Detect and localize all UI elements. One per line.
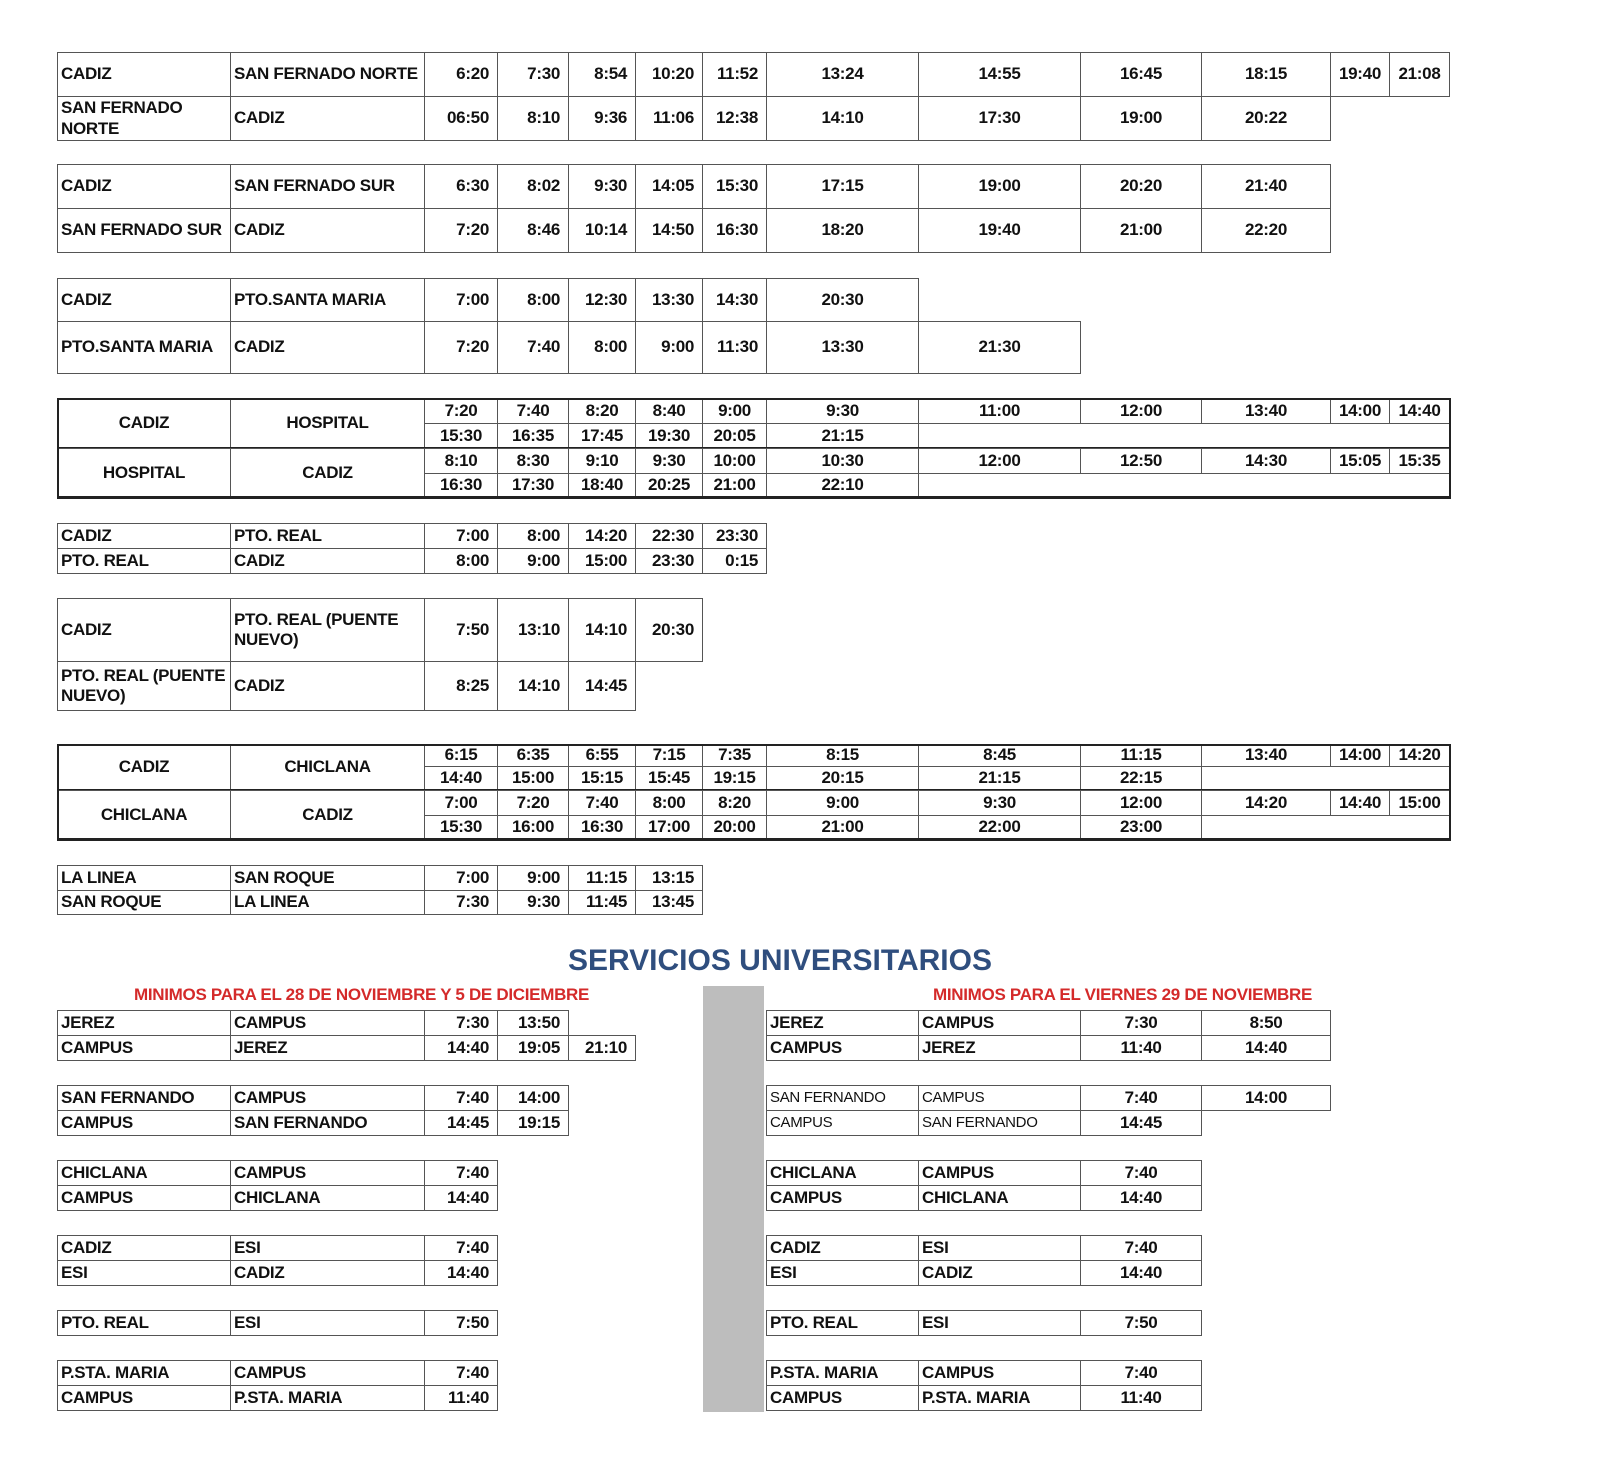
departure-time: 14:00: [1330, 398, 1390, 424]
departure-time: 7:40: [1080, 1160, 1202, 1186]
route-destination: ESI: [918, 1235, 1081, 1261]
departure-time: 18:40: [568, 473, 636, 498]
departure-time: 14:45: [568, 661, 636, 711]
departure-time: 18:20: [766, 208, 919, 253]
departure-time: 06:50: [424, 96, 498, 141]
departure-time: 15:00: [1389, 790, 1450, 816]
departure-time: 7:40: [1080, 1235, 1202, 1261]
departure-time: 7:30: [497, 52, 569, 97]
departure-time: 9:00: [635, 321, 703, 374]
route-destination: CAMPUS: [918, 1010, 1081, 1036]
departure-time: 6:20: [424, 52, 498, 97]
departure-time: 7:30: [424, 1010, 498, 1036]
departure-time: 14:40: [1080, 1185, 1202, 1211]
departure-time: 8:02: [497, 164, 569, 209]
departure-time: 14:30: [1201, 448, 1331, 474]
route-origin: CAMPUS: [766, 1185, 919, 1211]
departure-time: 12:00: [1080, 790, 1202, 816]
route-destination: CADIZ: [230, 208, 425, 253]
departure-time: 8:46: [497, 208, 569, 253]
route-origin: P.STA. MARIA: [57, 1360, 231, 1386]
departure-time: 8:20: [702, 790, 767, 816]
route-origin: CAMPUS: [57, 1185, 231, 1211]
departure-time: 13:30: [635, 278, 703, 322]
route-destination: CADIZ: [230, 790, 425, 840]
route-destination: ESI: [918, 1310, 1081, 1336]
route-origin: SAN FERNANDO: [57, 1085, 231, 1111]
departure-time: 20:05: [702, 423, 767, 449]
route-origin: PTO. REAL: [57, 1310, 231, 1336]
route-origin: JEREZ: [57, 1010, 231, 1036]
departure-time: 7:00: [424, 865, 498, 891]
departure-time: 15:05: [1330, 448, 1390, 474]
departure-time: 12:00: [918, 448, 1081, 474]
route-origin: CHICLANA: [57, 790, 231, 840]
departure-time: 8:20: [568, 398, 636, 424]
departure-time: 17:30: [497, 473, 569, 498]
departure-time: 7:30: [1080, 1010, 1202, 1036]
departure-time: 14:40: [424, 1035, 498, 1061]
route-destination: P.STA. MARIA: [918, 1385, 1081, 1411]
divider: [57, 838, 1449, 840]
departure-time: 6:15: [424, 744, 498, 767]
departure-time: 15:15: [568, 766, 636, 791]
route-origin: CAMPUS: [766, 1035, 919, 1061]
route-destination: ESI: [230, 1235, 425, 1261]
route-destination: SAN FERNANDO: [918, 1110, 1081, 1136]
departure-time: 19:40: [918, 208, 1081, 253]
route-destination: CHICLANA: [918, 1185, 1081, 1211]
route-destination: CADIZ: [230, 661, 425, 711]
departure-time: 20:30: [766, 278, 919, 322]
departure-time: 8:00: [568, 321, 636, 374]
departure-time: 16:00: [497, 815, 569, 840]
route-destination: CADIZ: [230, 1260, 425, 1286]
route-origin: CADIZ: [766, 1235, 919, 1261]
route-destination: SAN FERNADO SUR: [230, 164, 425, 209]
divider: [57, 496, 1449, 498]
departure-time: 7:20: [424, 321, 498, 374]
departure-time: 13:50: [497, 1010, 569, 1036]
section-title: SERVICIOS UNIVERSITARIOS: [568, 944, 992, 977]
route-origin: SAN FERNADO NORTE: [57, 96, 231, 141]
departure-time: 19:40: [1330, 52, 1390, 97]
departure-time: 21:00: [702, 473, 767, 498]
route-origin: CAMPUS: [766, 1110, 919, 1136]
departure-time: 7:00: [424, 790, 498, 816]
departure-time: 9:30: [568, 164, 636, 209]
route-origin: SAN FERNANDO: [766, 1085, 919, 1111]
route-destination: CADIZ: [230, 448, 425, 498]
departure-time: 14:55: [918, 52, 1081, 97]
departure-time: 8:54: [568, 52, 636, 97]
departure-time: 8:00: [497, 278, 569, 322]
departure-time: 17:30: [918, 96, 1081, 141]
departure-time: 16:45: [1080, 52, 1202, 97]
departure-time: 7:40: [424, 1160, 498, 1186]
route-destination: CAMPUS: [230, 1360, 425, 1386]
departure-time: 17:45: [568, 423, 636, 449]
departure-time: 23:30: [702, 523, 767, 549]
route-origin: SAN ROQUE: [57, 890, 231, 915]
departure-time: 21:40: [1201, 164, 1331, 209]
departure-time: 14:20: [1389, 744, 1450, 767]
route-origin: CHICLANA: [766, 1160, 919, 1186]
departure-time: 11:45: [568, 890, 636, 915]
departure-time: 7:50: [424, 1310, 498, 1336]
departure-time: 21:00: [766, 815, 919, 840]
route-destination: SAN FERNADO NORTE: [230, 52, 425, 97]
departure-time: 22:10: [766, 473, 919, 498]
departure-time: 13:45: [635, 890, 703, 915]
departure-time: 12:30: [568, 278, 636, 322]
departure-time: 8:10: [497, 96, 569, 141]
route-destination: PTO. REAL (PUENTE NUEVO): [230, 598, 425, 662]
departure-time: 20:22: [1201, 96, 1331, 141]
departure-time: 7:15: [635, 744, 703, 767]
departure-time: 6:35: [497, 744, 569, 767]
departure-time: 7:40: [1080, 1085, 1202, 1111]
departure-time: 9:36: [568, 96, 636, 141]
departure-time: 9:00: [702, 398, 767, 424]
departure-time: 14:40: [1201, 1035, 1331, 1061]
route-destination: HOSPITAL: [230, 398, 425, 449]
route-origin: ESI: [766, 1260, 919, 1286]
departure-time: 13:24: [766, 52, 919, 97]
departure-time: 14:45: [1080, 1110, 1202, 1136]
departure-time: 9:30: [918, 790, 1081, 816]
departure-time: 8:40: [635, 398, 703, 424]
departure-time: 15:45: [635, 766, 703, 791]
route-origin: CADIZ: [57, 278, 231, 322]
departure-time: 10:00: [702, 448, 767, 474]
route-origin: CADIZ: [57, 523, 231, 549]
departure-time: 8:10: [424, 448, 498, 474]
route-destination: CAMPUS: [230, 1085, 425, 1111]
departure-time: 22:15: [1080, 766, 1202, 791]
route-origin: CADIZ: [57, 52, 231, 97]
departure-time: 13:30: [766, 321, 919, 374]
departure-time: 16:30: [702, 208, 767, 253]
departure-time: 9:30: [635, 448, 703, 474]
departure-time: 16:30: [424, 473, 498, 498]
route-origin: CADIZ: [57, 398, 231, 449]
departure-time: 14:00: [1201, 1085, 1331, 1111]
route-origin: HOSPITAL: [57, 448, 231, 498]
route-destination: CADIZ: [918, 1260, 1081, 1286]
route-destination: CHICLANA: [230, 1185, 425, 1211]
departure-time: 8:25: [424, 661, 498, 711]
departure-time: 21:08: [1389, 52, 1450, 97]
departure-time: 21:15: [766, 423, 919, 449]
section-subtitle: MINIMOS PARA EL VIERNES 29 DE NOVIEMBRE: [933, 985, 1313, 1004]
departure-time: 19:15: [702, 766, 767, 791]
route-origin: CHICLANA: [57, 1160, 231, 1186]
route-origin: CADIZ: [57, 744, 231, 791]
departure-time: 14:10: [497, 661, 569, 711]
departure-time: 14:00: [1330, 744, 1390, 767]
departure-time: 7:40: [424, 1235, 498, 1261]
route-origin: CADIZ: [57, 598, 231, 662]
route-origin: PTO.SANTA MARIA: [57, 321, 231, 374]
route-destination: CAMPUS: [230, 1010, 425, 1036]
empty-cell: [1201, 766, 1450, 791]
departure-time: 7:30: [424, 890, 498, 915]
departure-time: 8:30: [497, 448, 569, 474]
departure-time: 22:30: [635, 523, 703, 549]
departure-time: 14:30: [702, 278, 767, 322]
route-destination: CAMPUS: [918, 1085, 1081, 1111]
route-origin: PTO. REAL: [766, 1310, 919, 1336]
departure-time: 14:10: [568, 598, 636, 662]
departure-time: 14:40: [424, 1185, 498, 1211]
empty-cell: [918, 473, 1450, 498]
departure-time: 12:50: [1080, 448, 1202, 474]
departure-time: 11:40: [424, 1385, 498, 1411]
departure-time: 13:15: [635, 865, 703, 891]
departure-time: 23:30: [635, 548, 703, 574]
empty-cell: [1201, 815, 1450, 840]
route-destination: CAMPUS: [918, 1160, 1081, 1186]
route-destination: LA LINEA: [230, 890, 425, 915]
departure-time: 17:00: [635, 815, 703, 840]
departure-time: 7:40: [424, 1085, 498, 1111]
departure-time: 18:15: [1201, 52, 1331, 97]
route-destination: PTO.SANTA MARIA: [230, 278, 425, 322]
route-origin: CAMPUS: [57, 1110, 231, 1136]
departure-time: 7:40: [497, 321, 569, 374]
departure-time: 8:00: [497, 523, 569, 549]
departure-time: 23:00: [1080, 815, 1202, 840]
departure-time: 7:40: [424, 1360, 498, 1386]
departure-time: 19:30: [635, 423, 703, 449]
route-origin: PTO. REAL (PUENTE NUEVO): [57, 661, 231, 711]
departure-time: 10:30: [766, 448, 919, 474]
route-destination: CHICLANA: [230, 744, 425, 791]
route-origin: PTO. REAL: [57, 548, 231, 574]
departure-time: 14:05: [635, 164, 703, 209]
route-origin: P.STA. MARIA: [766, 1360, 919, 1386]
route-origin: SAN FERNADO SUR: [57, 208, 231, 253]
departure-time: 10:20: [635, 52, 703, 97]
departure-time: 9:30: [766, 398, 919, 424]
departure-time: 8:45: [918, 744, 1081, 767]
route-destination: PTO. REAL: [230, 523, 425, 549]
departure-time: 14:20: [1201, 790, 1331, 816]
departure-time: 14:40: [1330, 790, 1390, 816]
route-destination: JEREZ: [230, 1035, 425, 1061]
departure-time: 19:15: [497, 1110, 569, 1136]
departure-time: 20:20: [1080, 164, 1202, 209]
departure-time: 20:00: [702, 815, 767, 840]
departure-time: 21:10: [568, 1035, 636, 1061]
departure-time: 13:10: [497, 598, 569, 662]
departure-time: 15:30: [702, 164, 767, 209]
departure-time: 15:30: [424, 423, 498, 449]
departure-time: 7:40: [568, 790, 636, 816]
departure-time: 7:50: [1080, 1310, 1202, 1336]
departure-time: 9:30: [497, 890, 569, 915]
departure-time: 21:15: [918, 766, 1081, 791]
departure-time: 20:25: [635, 473, 703, 498]
route-origin: CAMPUS: [57, 1385, 231, 1411]
route-destination: CADIZ: [230, 321, 425, 374]
departure-time: 20:30: [635, 598, 703, 662]
departure-time: 14:10: [766, 96, 919, 141]
route-destination: CAMPUS: [230, 1160, 425, 1186]
departure-time: 7:00: [424, 278, 498, 322]
section-subtitle: MINIMOS PARA EL 28 DE NOVIEMBRE Y 5 DE DICIEMBRE: [134, 985, 590, 1004]
departure-time: 22:00: [918, 815, 1081, 840]
departure-time: 14:40: [424, 1260, 498, 1286]
departure-time: 9:00: [497, 548, 569, 574]
departure-time: 19:05: [497, 1035, 569, 1061]
departure-time: 12:00: [1080, 398, 1202, 424]
departure-time: 14:20: [568, 523, 636, 549]
departure-time: 7:50: [424, 598, 498, 662]
departure-time: 10:14: [568, 208, 636, 253]
departure-time: 15:30: [424, 815, 498, 840]
departure-time: 14:00: [497, 1085, 569, 1111]
departure-time: 6:55: [568, 744, 636, 767]
route-destination: CAMPUS: [918, 1360, 1081, 1386]
departure-time: 15:00: [497, 766, 569, 791]
departure-time: 7:40: [497, 398, 569, 424]
departure-time: 14:40: [1080, 1260, 1202, 1286]
departure-time: 14:40: [424, 766, 498, 791]
departure-time: 15:35: [1389, 448, 1450, 474]
departure-time: 16:30: [568, 815, 636, 840]
route-destination: ESI: [230, 1310, 425, 1336]
empty-cell: [918, 423, 1450, 449]
departure-time: 11:06: [635, 96, 703, 141]
departure-time: 11:40: [1080, 1385, 1202, 1411]
departure-time: 7:00: [424, 523, 498, 549]
departure-time: 6:30: [424, 164, 498, 209]
departure-time: 14:40: [1389, 398, 1450, 424]
route-destination: SAN FERNANDO: [230, 1110, 425, 1136]
departure-time: 14:50: [635, 208, 703, 253]
departure-time: 11:30: [702, 321, 767, 374]
departure-time: 13:40: [1201, 398, 1331, 424]
departure-time: 7:35: [702, 744, 767, 767]
departure-time: 11:15: [568, 865, 636, 891]
departure-time: 11:52: [702, 52, 767, 97]
departure-time: 19:00: [1080, 96, 1202, 141]
route-origin: CADIZ: [57, 1235, 231, 1261]
route-origin: LA LINEA: [57, 865, 231, 891]
departure-time: 7:40: [1080, 1360, 1202, 1386]
departure-time: 11:40: [1080, 1035, 1202, 1061]
departure-time: 15:00: [568, 548, 636, 574]
route-destination: P.STA. MARIA: [230, 1385, 425, 1411]
departure-time: 14:45: [424, 1110, 498, 1136]
route-destination: CADIZ: [230, 96, 425, 141]
departure-time: 22:20: [1201, 208, 1331, 253]
departure-time: 13:40: [1201, 744, 1331, 767]
departure-time: 16:35: [497, 423, 569, 449]
departure-time: 8:00: [424, 548, 498, 574]
departure-time: 8:00: [635, 790, 703, 816]
departure-time: 7:20: [424, 208, 498, 253]
departure-time: 8:15: [766, 744, 919, 767]
departure-time: 12:38: [702, 96, 767, 141]
route-origin: CAMPUS: [57, 1035, 231, 1061]
departure-time: 19:00: [918, 164, 1081, 209]
departure-time: 9:00: [497, 865, 569, 891]
departure-time: 7:20: [424, 398, 498, 424]
departure-time: 21:30: [918, 321, 1081, 374]
departure-time: 11:15: [1080, 744, 1202, 767]
departure-time: 9:10: [568, 448, 636, 474]
route-destination: SAN ROQUE: [230, 865, 425, 891]
route-origin: JEREZ: [766, 1010, 919, 1036]
departure-time: 7:20: [497, 790, 569, 816]
departure-time: 9:00: [766, 790, 919, 816]
departure-time: 8:50: [1201, 1010, 1331, 1036]
departure-time: 20:15: [766, 766, 919, 791]
route-destination: JEREZ: [918, 1035, 1081, 1061]
route-origin: ESI: [57, 1260, 231, 1286]
column-divider: [703, 986, 764, 1412]
route-origin: CAMPUS: [766, 1385, 919, 1411]
departure-time: 17:15: [766, 164, 919, 209]
departure-time: 11:00: [918, 398, 1081, 424]
route-destination: CADIZ: [230, 548, 425, 574]
departure-time: 0:15: [702, 548, 767, 574]
departure-time: 21:00: [1080, 208, 1202, 253]
route-origin: CADIZ: [57, 164, 231, 209]
